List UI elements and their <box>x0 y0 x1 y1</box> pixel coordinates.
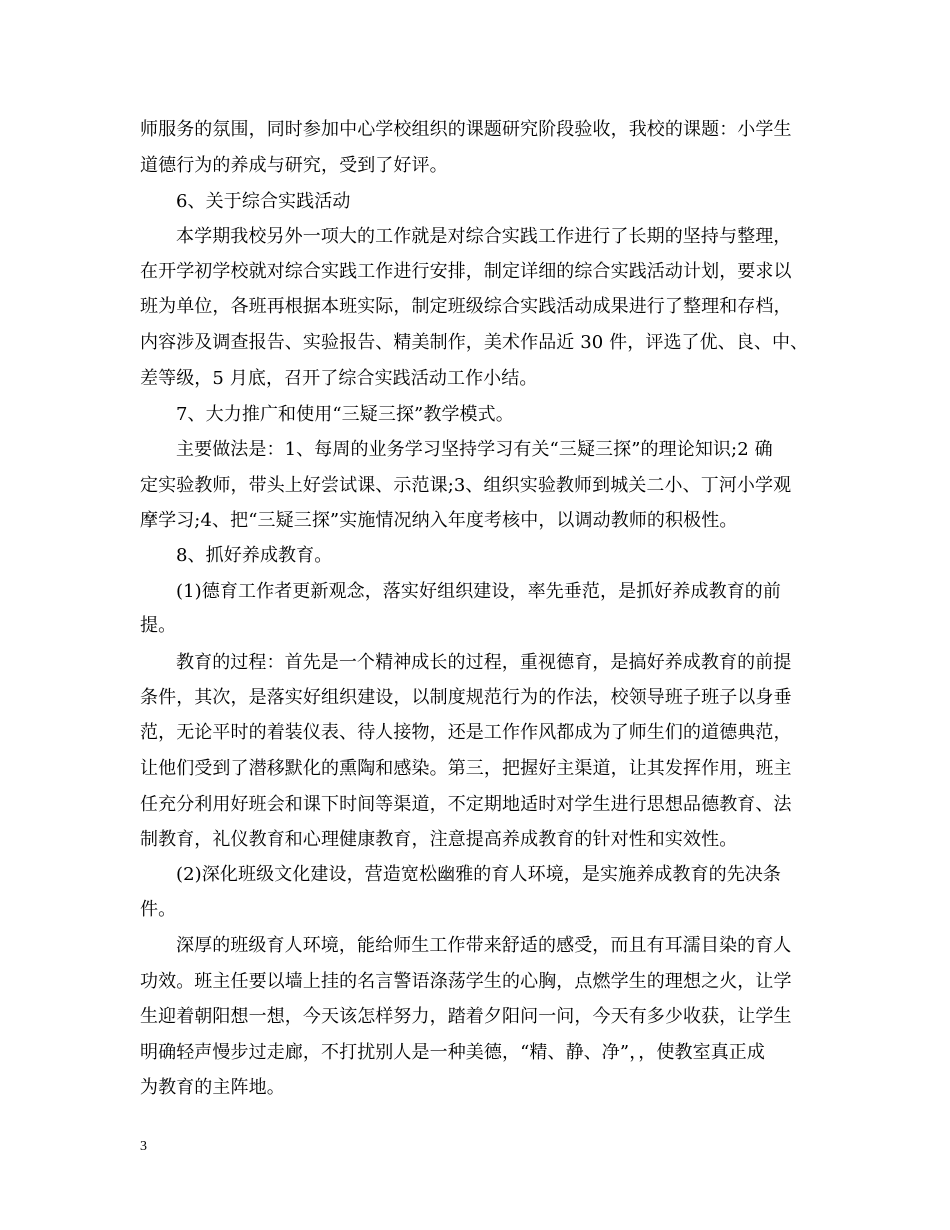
text-line: 摩学习;4、把“三疑三探”实施情况纳入年度考核中，以调动教师的积极性。 <box>140 510 738 531</box>
text-line: 定实验教师，带头上好尝试课、示范课;3、组织实验教师到城关二小、丁河小学观 <box>140 475 792 496</box>
text-line: (2)深化班级文化建设，营造宽松幽雅的育人环境，是实施养成教育的先决条 <box>176 864 781 885</box>
page-number: 3 <box>140 1139 148 1154</box>
text-line: 差等级，5 月底，召开了综合实践活动工作小结。 <box>140 368 538 389</box>
text-line: 让他们受到了潜移默化的熏陶和感染。第三，把握好主渠道，让其发挥作用，班主 <box>140 758 792 779</box>
section-heading: 7、大力推广和使用“三疑三探”教学模式。 <box>176 404 514 425</box>
text-line: 教育的过程：首先是一个精神成长的过程，重视德育，是搞好养成教育的前提 <box>176 652 792 673</box>
text-line: 为教育的主阵地。 <box>140 1077 285 1098</box>
text-line: 主要做法是：1、每周的业务学习坚持学习有关“三疑三探”的理论知识;2 确 <box>176 439 773 460</box>
section-heading: 6、关于综合实践活动 <box>176 191 351 212</box>
text-line: (1)德育工作者更新观念，落实好组织建设，率先垂范，是抓好养成教育的前 <box>176 581 781 602</box>
text-line: 在开学初学校就对综合实践工作进行安排，制定详细的综合实践活动计划，要求以 <box>140 261 792 282</box>
text-line: 件。 <box>140 899 177 920</box>
text-line: 范，无论平时的着装仪表、待人接物，还是工作作风都成为了师生们的道德典范， <box>140 722 792 743</box>
text-line: 提。 <box>140 615 177 636</box>
text-line: 制教育，礼仪教育和心理健康教育，注意提高养成教育的针对性和实效性。 <box>140 829 738 850</box>
text-line: 生迎着朝阳想一想，今天该怎样努力，踏着夕阳问一问，今天有多少收获，让学生 <box>140 1006 792 1027</box>
text-line: 任充分利用好班会和课下时间等渠道，不定期地适时对学生进行思想品德教育、法 <box>140 794 792 815</box>
text-line: 道德行为的养成与研究，受到了好评。 <box>140 155 448 176</box>
section-heading: 8、抓好养成教育。 <box>176 545 333 566</box>
text-line: 内容涉及调查报告、实验报告、精美制作，美术作品近 30 件，评选了优、良、中、 <box>140 332 809 353</box>
text-line: 深厚的班级育人环境，能给师生工作带来舒适的感受，而且有耳濡目染的育人 <box>176 935 792 956</box>
text-line: 班为单位，各班再根据本班实际，制定班级综合实践活动成果进行了整理和存档， <box>140 296 792 317</box>
text-line: 功效。班主任要以墙上挂的名言警语涤荡学生的心胸，点燃学生的理想之火，让学 <box>140 971 792 992</box>
text-line: 条件，其次，是落实好组织建设，以制度规范行为的作法，校领导班子班子以身垂 <box>140 687 792 708</box>
text-line: 本学期我校另外一项大的工作就是对综合实践工作进行了长期的坚持与整理， <box>176 226 792 247</box>
text-line: 师服务的氛围，同时参加中心学校组织的课题研究阶段验收，我校的课题：小学生 <box>140 119 792 140</box>
text-line: 明确轻声慢步过走廊，不打扰别人是一种美德，“精、静、净”，，使教室真正成 <box>140 1042 766 1063</box>
